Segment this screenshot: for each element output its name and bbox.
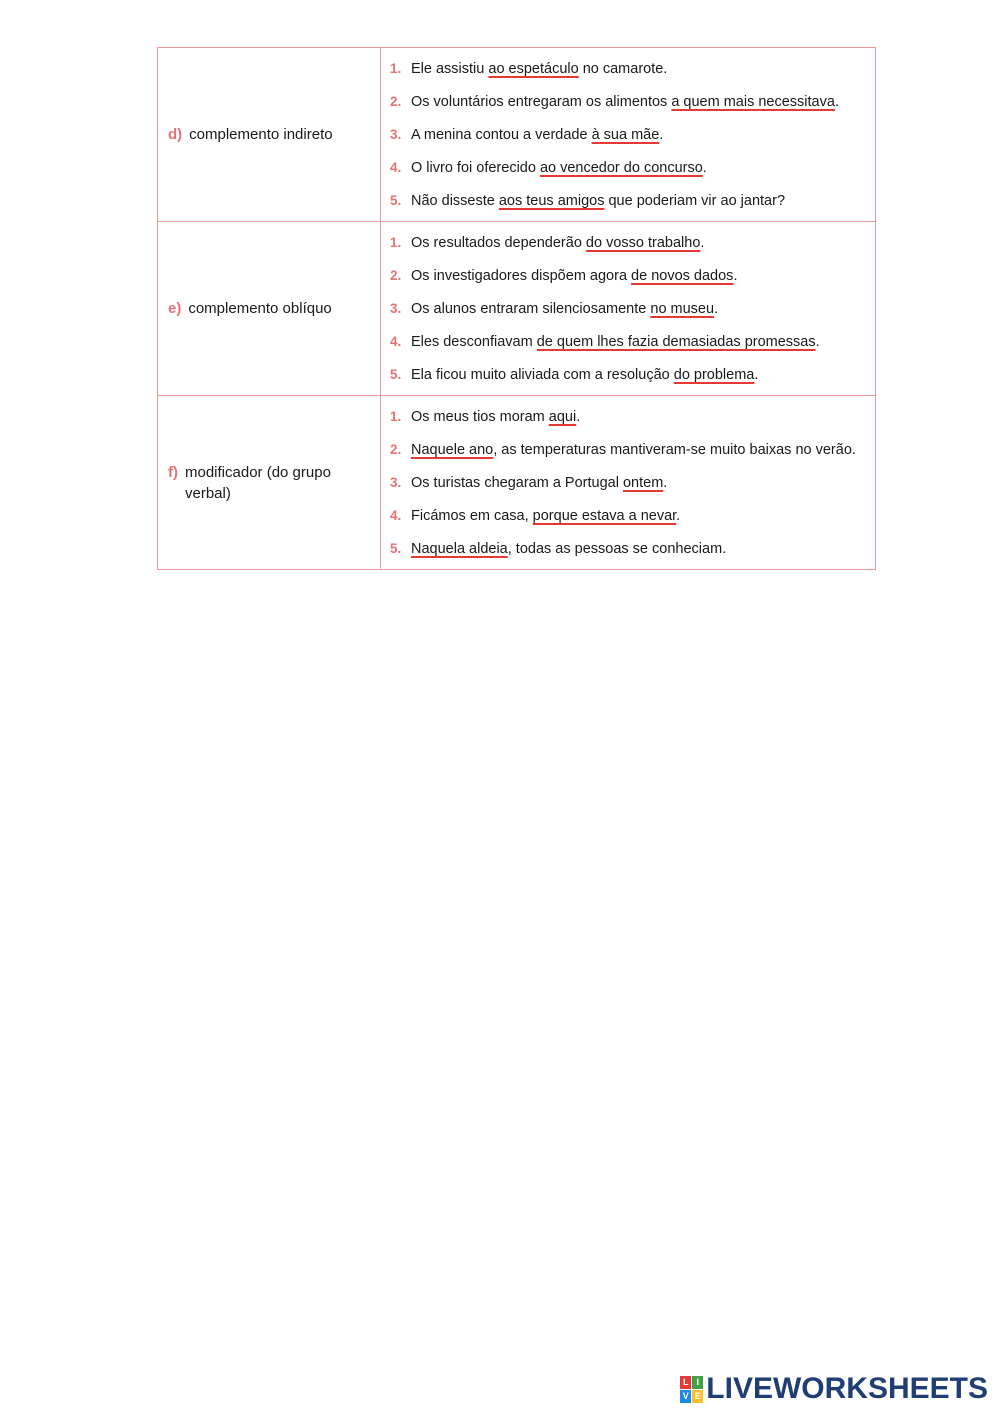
logo-mark-letter: L	[680, 1376, 691, 1389]
item-sentence	[411, 401, 580, 434]
category-letter: f)	[168, 463, 178, 481]
underlined-phrase: ao vencedor do concurso	[539, 160, 703, 176]
sentence-text: Não disseste	[411, 193, 499, 209]
item-number: 5.	[390, 193, 402, 208]
items-cell	[381, 396, 876, 570]
category-label	[168, 462, 372, 504]
list-item	[390, 532, 875, 565]
item-sentence	[411, 185, 785, 218]
category-letter: e)	[168, 300, 182, 317]
category-label	[168, 124, 372, 145]
sentence-text: , todas as pessoas se conheciam.	[507, 541, 727, 557]
sentence-text: Os resultados dependerão	[411, 235, 586, 251]
sentence-text: Os meus tios moram	[411, 409, 549, 425]
underlined-phrase: Naquele ano	[411, 442, 494, 458]
category-cell	[158, 222, 381, 396]
sentence-text: .	[700, 235, 705, 251]
item-number: 3.	[390, 301, 402, 316]
sentence-text: .	[702, 160, 707, 176]
underlined-phrase: Naquela aldeia	[411, 541, 508, 557]
sentence-text: .	[659, 127, 664, 143]
item-number: 1.	[390, 61, 402, 76]
item-number: 3.	[390, 127, 402, 142]
category-label	[168, 298, 372, 319]
sentence-text: Os voluntários entregaram os alimentos	[411, 94, 672, 110]
table-row	[158, 48, 876, 222]
sentence-text: O livro foi oferecido	[411, 160, 540, 176]
liveworksheets-logo[interactable]	[680, 1373, 988, 1405]
list-item	[390, 292, 875, 325]
sentence-text: Os turistas chegaram a Portugal	[411, 475, 623, 491]
sentence-text: no camarote.	[578, 61, 668, 77]
logo-mark-letter: E	[692, 1390, 703, 1403]
sentence-text: Eles desconfiavam	[411, 334, 537, 350]
underlined-phrase: no museu	[650, 301, 715, 317]
underlined-phrase: do problema	[673, 367, 755, 383]
item-number: 2.	[390, 442, 402, 457]
sentence-text: .	[676, 508, 681, 524]
sentence-text: .	[754, 367, 759, 383]
item-number: 4.	[390, 508, 402, 523]
exercise-table	[157, 47, 876, 570]
item-sentence	[411, 359, 758, 392]
item-number: 5.	[390, 367, 402, 382]
sentence-text: A menina contou a verdade	[411, 127, 592, 143]
sentence-text: .	[663, 475, 668, 491]
item-sentence	[411, 434, 856, 467]
sentence-text: .	[733, 268, 738, 284]
item-sentence	[411, 326, 820, 359]
category-letter: d)	[168, 126, 183, 143]
sentence-text: .	[834, 94, 839, 110]
items-cell	[381, 48, 876, 222]
item-sentence	[411, 467, 667, 500]
sentence-text: Ele assistiu	[411, 61, 489, 77]
logo-mark-letter: I	[692, 1376, 703, 1389]
item-sentence	[411, 152, 707, 185]
underlined-phrase: ao espetáculo	[488, 61, 579, 77]
item-sentence	[411, 260, 737, 293]
list-item	[390, 499, 875, 532]
underlined-phrase: aos teus amigos	[498, 193, 605, 209]
item-number: 1.	[390, 409, 402, 424]
item-number: 4.	[390, 334, 402, 349]
item-sentence	[411, 227, 704, 260]
logo-text: LIVEWORKSHEETS	[706, 1372, 988, 1405]
items-cell	[381, 222, 876, 396]
underlined-phrase: de quem lhes fazia demasiadas promessas	[536, 334, 816, 350]
list-item	[390, 184, 875, 217]
item-number: 5.	[390, 541, 402, 556]
logo-mark-letter: V	[680, 1390, 691, 1403]
item-sentence	[411, 53, 667, 86]
list-item	[390, 358, 875, 391]
underlined-phrase: a quem mais necessitava	[671, 94, 835, 110]
item-sentence	[411, 119, 663, 152]
item-sentence	[411, 533, 726, 566]
underlined-phrase: à sua mãe	[591, 127, 660, 143]
list-item	[390, 400, 875, 433]
item-number: 4.	[390, 160, 402, 175]
sentence-text: Os investigadores dispõem agora	[411, 268, 632, 284]
category-cell	[158, 48, 381, 222]
list-item	[390, 151, 875, 184]
item-number: 2.	[390, 94, 402, 109]
underlined-phrase: de novos dados	[631, 268, 734, 284]
underlined-phrase: ontem	[622, 475, 664, 491]
list-item	[390, 118, 875, 151]
item-number: 1.	[390, 235, 402, 250]
item-sentence	[411, 293, 718, 326]
item-sentence	[411, 500, 680, 533]
category-name: modificador (do grupo verbal)	[185, 463, 331, 502]
underlined-phrase: porque estava a nevar	[532, 508, 677, 524]
item-sentence	[411, 86, 839, 119]
category-name: complemento oblíquo	[188, 300, 332, 317]
sentence-text: , as temperaturas mantiveram-se muito baixas no verão.	[493, 442, 856, 458]
list-item	[390, 85, 875, 118]
item-number: 2.	[390, 268, 402, 283]
category-name: complemento indireto	[189, 126, 333, 143]
item-number: 3.	[390, 475, 402, 490]
list-item	[390, 226, 875, 259]
sentence-text: que poderiam vir ao jantar?	[604, 193, 786, 209]
list-item	[390, 325, 875, 358]
list-item	[390, 259, 875, 292]
sentence-text: Ela ficou muito aliviada com a resolução	[411, 367, 674, 383]
list-item	[390, 433, 875, 466]
table-row	[158, 396, 876, 570]
category-cell	[158, 396, 381, 570]
list-item	[390, 466, 875, 499]
sentence-text: .	[576, 409, 581, 425]
sentence-text: Os alunos entraram silenciosamente	[411, 301, 651, 317]
table-row	[158, 222, 876, 396]
sentence-text: .	[815, 334, 820, 350]
logo-mark-icon	[680, 1376, 703, 1403]
sentence-text: .	[714, 301, 719, 317]
underlined-phrase: aqui	[548, 409, 577, 425]
sentence-text: Ficámos em casa,	[411, 508, 533, 524]
underlined-phrase: do vosso trabalho	[585, 235, 701, 251]
list-item	[390, 52, 875, 85]
